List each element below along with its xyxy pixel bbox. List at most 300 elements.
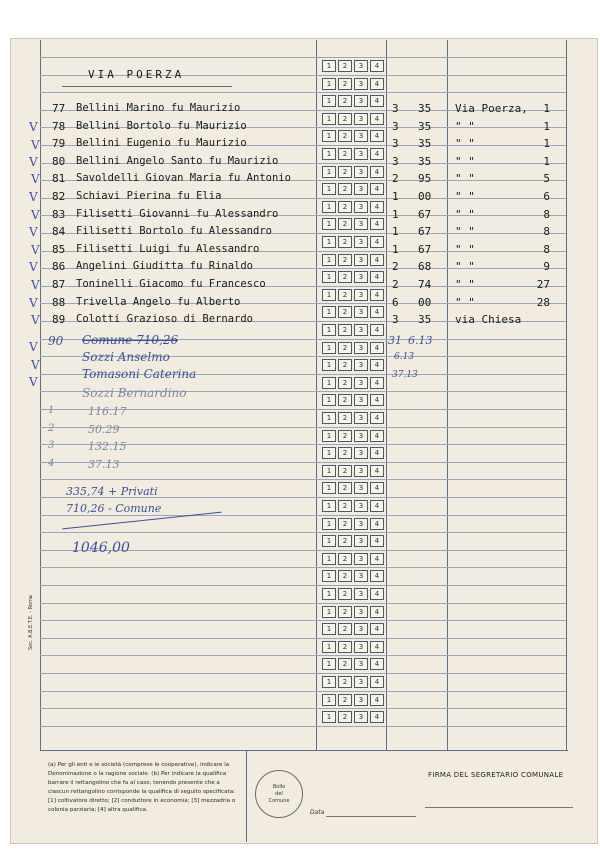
qualification-box: 4 xyxy=(370,201,384,213)
qualification-box: 3 xyxy=(354,201,368,213)
qualification-box: 3 xyxy=(354,254,368,266)
qualification-boxes xyxy=(322,518,384,530)
seal-label: Bollo xyxy=(272,783,286,790)
qualification-boxes xyxy=(322,359,384,371)
qualification-boxes xyxy=(322,289,384,301)
house-number: 8 xyxy=(543,207,550,221)
qualification-boxes xyxy=(322,482,384,494)
row-number: 86 xyxy=(52,260,66,274)
value-decimal: 00 xyxy=(418,295,432,309)
check-mark: V xyxy=(29,120,38,134)
qualification-box: 4 xyxy=(370,95,384,107)
qualification-box: 1 xyxy=(322,271,336,283)
qualification-box: 1 xyxy=(322,95,336,107)
qualification-box: 2 xyxy=(338,183,352,195)
qualification-box: 4 xyxy=(370,324,384,336)
qualification-box: 1 xyxy=(322,570,336,582)
value-integer: 1 xyxy=(392,242,399,256)
qualification-box: 1 xyxy=(322,711,336,723)
qualification-box: 4 xyxy=(370,588,384,600)
qualification-box: 4 xyxy=(370,482,384,494)
street-heading: VIA POERZA xyxy=(88,68,185,81)
qualification-boxes xyxy=(322,694,384,706)
qualification-boxes xyxy=(322,201,384,213)
qualification-box: 2 xyxy=(338,412,352,424)
qualification-box: 1 xyxy=(322,342,336,354)
value-integer: 1 xyxy=(392,207,399,221)
column-line xyxy=(566,40,567,750)
qualification-box: 2 xyxy=(338,430,352,442)
qualification-box: 2 xyxy=(338,482,352,494)
qualification-box: 2 xyxy=(338,377,352,389)
qualification-boxes xyxy=(322,430,384,442)
row-number: 89 xyxy=(52,313,66,327)
qualification-box: 2 xyxy=(338,676,352,688)
check-mark: V xyxy=(29,296,38,310)
owner-name: Bellini Marino fu Maurizio xyxy=(76,102,241,114)
qualification-box: 3 xyxy=(354,606,368,618)
qualification-box: 1 xyxy=(322,359,336,371)
value-integer: 3 xyxy=(392,102,399,115)
qualification-box: 1 xyxy=(322,430,336,442)
qualification-box: 4 xyxy=(370,465,384,477)
row-number: 79 xyxy=(52,137,66,151)
handwritten-index: 4 xyxy=(48,457,55,469)
qualification-box: 2 xyxy=(338,570,352,582)
owner-name: Toninelli Giacomo fu Francesco xyxy=(76,278,266,290)
qualification-box: 3 xyxy=(354,465,368,477)
qualification-boxes xyxy=(322,113,384,125)
handwritten-total: 1046,00 xyxy=(72,540,130,556)
qualification-boxes xyxy=(322,641,384,653)
handwritten-index: 1 xyxy=(48,405,55,416)
qualification-box: 1 xyxy=(322,676,336,688)
value-integer: 1 xyxy=(392,225,399,239)
qualification-box: 3 xyxy=(354,359,368,371)
qualification-box: 2 xyxy=(338,641,352,653)
row-number: 84 xyxy=(52,225,66,239)
qualification-boxes xyxy=(322,553,384,565)
qualification-box: 1 xyxy=(322,535,336,547)
date-line xyxy=(326,816,416,817)
address: " " xyxy=(455,154,475,168)
column-line xyxy=(447,40,448,750)
qualification-boxes xyxy=(322,394,384,406)
owner-name: Schiavi Pierina fu Elia xyxy=(76,190,222,202)
handwritten-subtotal: 710,26 - Comune xyxy=(66,502,162,515)
qualification-boxes xyxy=(322,78,384,90)
value-integer: 6 xyxy=(392,295,399,309)
qualification-box: 4 xyxy=(370,394,384,406)
qualification-box: 2 xyxy=(338,658,352,670)
house-number: 1 xyxy=(543,102,550,115)
qualification-box: 4 xyxy=(370,289,384,301)
seal-label: del xyxy=(275,790,283,797)
handwritten-amount: 37.13 xyxy=(88,457,120,471)
qualification-boxes xyxy=(322,412,384,424)
qualification-box: 3 xyxy=(354,236,368,248)
qualification-box: 3 xyxy=(354,658,368,670)
owner-name: Filisetti Bortolo fu Alessandro xyxy=(76,225,272,238)
qualification-boxes xyxy=(322,236,384,248)
row-number: 83 xyxy=(52,207,66,221)
qualification-boxes xyxy=(322,465,384,477)
handwritten-index: 3 xyxy=(48,440,55,452)
qualification-box: 2 xyxy=(338,588,352,600)
check-mark: V xyxy=(31,243,40,257)
value-integer: 3 xyxy=(392,119,399,133)
qualification-boxes xyxy=(322,588,384,600)
qualification-box: 3 xyxy=(354,306,368,318)
owner-name: Colotti Grazioso di Bernardo xyxy=(76,313,254,326)
qualification-boxes xyxy=(322,95,384,107)
qualification-box: 1 xyxy=(322,447,336,459)
qualification-box: 4 xyxy=(370,148,384,160)
qualification-box: 2 xyxy=(338,694,352,706)
qualification-box: 4 xyxy=(370,535,384,547)
ruled-line xyxy=(40,92,566,93)
ruled-line xyxy=(40,708,566,709)
qualification-box: 2 xyxy=(338,130,352,142)
qualification-boxes xyxy=(322,148,384,160)
qualification-box: 4 xyxy=(370,130,384,142)
qualification-box: 1 xyxy=(322,694,336,706)
ruled-line xyxy=(40,655,566,656)
address: " " xyxy=(455,172,475,186)
house-number: 1 xyxy=(543,154,550,168)
address: via Chiesa xyxy=(455,313,522,327)
handwritten-entry: Sozzi Anselmo xyxy=(82,350,170,364)
qualification-box: 1 xyxy=(322,658,336,670)
qualification-box: 2 xyxy=(338,500,352,512)
signature-label: FIRMA DEL SEGRETARIO COMUNALE xyxy=(428,771,564,779)
check-mark: V xyxy=(29,375,38,389)
qualification-box: 2 xyxy=(338,236,352,248)
seal-label: Comune xyxy=(268,797,290,804)
house-number: 6 xyxy=(543,190,550,203)
qualification-box: 2 xyxy=(338,289,352,301)
qualification-boxes xyxy=(322,306,384,318)
house-number: 9 xyxy=(543,260,550,274)
handwritten-value: 37.13 xyxy=(392,370,418,380)
qualification-boxes xyxy=(322,254,384,266)
qualification-box: 4 xyxy=(370,606,384,618)
qualification-boxes xyxy=(322,324,384,336)
check-mark: V xyxy=(29,225,38,239)
check-mark: V xyxy=(31,208,40,222)
qualification-box: 3 xyxy=(354,535,368,547)
column-line xyxy=(40,40,41,750)
handwritten-value: 6.13 xyxy=(408,334,433,347)
row-number: 82 xyxy=(52,190,66,203)
qualification-box: 3 xyxy=(354,412,368,424)
qualification-box: 1 xyxy=(322,394,336,406)
qualification-box: 1 xyxy=(322,183,336,195)
qualification-box: 4 xyxy=(370,447,384,459)
qualification-boxes xyxy=(322,676,384,688)
footer-divider xyxy=(246,750,247,842)
handwritten-amount: 132.15 xyxy=(88,440,127,454)
qualification-box: 2 xyxy=(338,113,352,125)
qualification-box: 1 xyxy=(322,218,336,230)
qualification-box: 3 xyxy=(354,289,368,301)
address: " " xyxy=(455,260,475,274)
qualification-box: 4 xyxy=(370,60,384,72)
ruled-line xyxy=(40,585,566,586)
municipal-seal-area xyxy=(255,770,303,818)
qualification-box: 4 xyxy=(370,623,384,635)
row-number: 81 xyxy=(52,172,66,186)
qualification-box: 1 xyxy=(322,201,336,213)
value-decimal: 00 xyxy=(418,190,432,203)
qualification-box: 2 xyxy=(338,218,352,230)
value-decimal: 74 xyxy=(418,278,432,291)
qualification-boxes xyxy=(322,342,384,354)
qualification-box: 4 xyxy=(370,518,384,530)
check-mark: V xyxy=(29,190,38,204)
owner-name: Bellini Bortolo fu Maurizio xyxy=(76,119,247,132)
qualification-box: 4 xyxy=(370,218,384,230)
value-decimal: 67 xyxy=(418,207,432,221)
qualification-box: 1 xyxy=(322,78,336,90)
row-number: 88 xyxy=(52,295,66,309)
qualification-box: 2 xyxy=(338,78,352,90)
qualification-box: 2 xyxy=(338,166,352,178)
qualification-box: 4 xyxy=(370,658,384,670)
qualification-box: 3 xyxy=(354,518,368,530)
check-mark: V xyxy=(31,313,40,327)
row-number: 87 xyxy=(52,278,66,291)
check-mark: V xyxy=(31,172,40,186)
qualification-boxes xyxy=(322,271,384,283)
qualification-box: 2 xyxy=(338,535,352,547)
value-integer: 2 xyxy=(392,278,399,291)
value-decimal: 67 xyxy=(418,242,432,256)
row-number: 77 xyxy=(52,102,66,115)
signature-line xyxy=(425,807,573,808)
qualification-box: 3 xyxy=(354,377,368,389)
value-decimal: 35 xyxy=(418,137,432,151)
qualification-box: 1 xyxy=(322,113,336,125)
qualification-box: 3 xyxy=(354,271,368,283)
value-decimal: 35 xyxy=(418,102,432,115)
owner-name: Bellini Angelo Santo fu Maurizio xyxy=(76,154,279,167)
qualification-box: 4 xyxy=(370,641,384,653)
qualification-box: 4 xyxy=(370,711,384,723)
value-integer: 1 xyxy=(392,190,399,203)
ruled-line xyxy=(40,532,566,533)
column-line xyxy=(386,40,387,750)
qualification-boxes xyxy=(322,166,384,178)
value-decimal: 67 xyxy=(418,225,432,239)
qualification-box: 4 xyxy=(370,78,384,90)
row-number: 85 xyxy=(52,242,66,256)
qualification-box: 1 xyxy=(322,606,336,618)
qualification-box: 2 xyxy=(338,447,352,459)
qualification-box: 3 xyxy=(354,166,368,178)
value-decimal: 35 xyxy=(418,119,432,133)
qualification-box: 2 xyxy=(338,342,352,354)
qualification-box: 2 xyxy=(338,271,352,283)
address: " " xyxy=(455,242,475,256)
qualification-box: 2 xyxy=(338,324,352,336)
qualification-box: 3 xyxy=(354,60,368,72)
footnote: (a) Per gli enti e le società (comprese le cooperative), indicare la Denominazione o la ragione sociale. (b) Per indicare la qualifica barrare il rettangolino che fa al caso, tenendo presente che a ciascun rettangolino corrisponde la qualifica di seguito specificata: [1] coltivatore diretto; [2] conduttore in economia; [3] mezzadria o colonia parziaria; [4] altra qualifica. xyxy=(48,762,236,813)
qualification-boxes xyxy=(322,606,384,618)
handwritten-index: 2 xyxy=(48,422,55,434)
handwritten-entry: Comune 710,26 xyxy=(82,333,179,347)
qualification-box: 1 xyxy=(322,130,336,142)
ruled-line xyxy=(40,726,566,727)
house-number: 1 xyxy=(543,137,550,151)
owner-name: Trivella Angelo fu Alberto xyxy=(76,295,241,308)
qualification-box: 1 xyxy=(322,324,336,336)
row-number: 78 xyxy=(52,119,66,133)
ruled-line xyxy=(40,673,566,674)
address: Via Poerza, xyxy=(455,102,528,115)
qualification-box: 4 xyxy=(370,430,384,442)
qualification-box: 4 xyxy=(370,271,384,283)
handwritten-value: 31 xyxy=(388,334,402,347)
qualification-box: 2 xyxy=(338,518,352,530)
ruled-line xyxy=(40,603,566,604)
ruled-line xyxy=(40,57,566,58)
address: " " xyxy=(455,278,475,291)
qualification-box: 4 xyxy=(370,377,384,389)
qualification-box: 4 xyxy=(370,359,384,371)
qualification-box: 3 xyxy=(354,570,368,582)
house-number: 8 xyxy=(543,225,550,239)
handwritten-entry: Tomasoni Caterina xyxy=(82,367,197,381)
qualification-box: 4 xyxy=(370,500,384,512)
handwritten-entry: Sozzi Bernardino xyxy=(82,386,187,400)
qualification-box: 1 xyxy=(322,500,336,512)
address: " " xyxy=(455,225,475,239)
handwritten-row-number: 90 xyxy=(48,334,64,348)
qualification-box: 3 xyxy=(354,641,368,653)
qualification-box: 4 xyxy=(370,254,384,266)
qualification-box: 3 xyxy=(354,447,368,459)
qualification-box: 3 xyxy=(354,500,368,512)
qualification-box: 1 xyxy=(322,482,336,494)
qualification-box: 2 xyxy=(338,254,352,266)
check-mark: V xyxy=(31,138,40,152)
qualification-box: 3 xyxy=(354,553,368,565)
value-integer: 3 xyxy=(392,154,399,168)
qualification-box: 1 xyxy=(322,60,336,72)
qualification-box: 4 xyxy=(370,342,384,354)
qualification-box: 3 xyxy=(354,148,368,160)
qualification-box: 3 xyxy=(354,113,368,125)
qualification-box: 4 xyxy=(370,570,384,582)
qualification-box: 1 xyxy=(322,236,336,248)
value-integer: 2 xyxy=(392,260,399,274)
qualification-box: 2 xyxy=(338,553,352,565)
ruled-line xyxy=(40,479,566,480)
qualification-box: 2 xyxy=(338,359,352,371)
house-number: 27 xyxy=(536,278,550,291)
qualification-boxes xyxy=(322,711,384,723)
qualification-box: 4 xyxy=(370,306,384,318)
qualification-box: 3 xyxy=(354,694,368,706)
qualification-boxes xyxy=(322,623,384,635)
check-mark: V xyxy=(29,340,38,354)
qualification-box: 1 xyxy=(322,588,336,600)
qualification-box: 3 xyxy=(354,183,368,195)
value-integer: 3 xyxy=(392,137,399,151)
qualification-box: 4 xyxy=(370,676,384,688)
handwritten-subtotal: 335,74 + Privati xyxy=(66,485,158,498)
ruled-line xyxy=(40,691,566,692)
ruled-line xyxy=(40,620,566,621)
qualification-box: 2 xyxy=(338,95,352,107)
qualification-box: 2 xyxy=(338,60,352,72)
value-decimal: 95 xyxy=(418,172,432,186)
qualification-boxes xyxy=(322,658,384,670)
row-number: 80 xyxy=(52,154,66,168)
qualification-box: 3 xyxy=(354,482,368,494)
qualification-box: 2 xyxy=(338,606,352,618)
value-decimal: 68 xyxy=(418,260,432,274)
qualification-box: 3 xyxy=(354,588,368,600)
qualification-boxes xyxy=(322,60,384,72)
qualification-box: 4 xyxy=(370,412,384,424)
address: " " xyxy=(455,295,475,309)
address: " " xyxy=(455,137,475,151)
qualification-box: 1 xyxy=(322,641,336,653)
printer-imprint: Soc. A.B.E.T.E. - Roma xyxy=(28,595,34,650)
qualification-box: 3 xyxy=(354,430,368,442)
qualification-boxes xyxy=(322,183,384,195)
qualification-boxes xyxy=(322,570,384,582)
qualification-box: 1 xyxy=(322,148,336,160)
qualification-boxes xyxy=(322,218,384,230)
ruled-line xyxy=(40,567,566,568)
qualification-box: 1 xyxy=(322,166,336,178)
house-number: 8 xyxy=(543,242,550,256)
check-mark: V xyxy=(31,278,40,292)
qualification-boxes xyxy=(322,535,384,547)
address: " " xyxy=(455,207,475,221)
qualification-box: 3 xyxy=(354,394,368,406)
check-mark: V xyxy=(31,358,40,372)
qualification-box: 1 xyxy=(322,623,336,635)
qualification-box: 3 xyxy=(354,711,368,723)
qualification-box: 1 xyxy=(322,289,336,301)
qualification-box: 3 xyxy=(354,676,368,688)
qualification-box: 3 xyxy=(354,95,368,107)
qualification-box: 1 xyxy=(322,553,336,565)
qualification-box: 4 xyxy=(370,236,384,248)
qualification-box: 1 xyxy=(322,377,336,389)
qualification-box: 2 xyxy=(338,623,352,635)
house-number: 1 xyxy=(543,119,550,133)
footer-separator xyxy=(40,750,568,751)
owner-name: Filisetti Luigi fu Alessandro xyxy=(76,242,260,255)
value-integer: 2 xyxy=(392,172,399,186)
qualification-box: 3 xyxy=(354,130,368,142)
qualification-box: 2 xyxy=(338,465,352,477)
qualification-boxes xyxy=(322,377,384,389)
qualification-box: 3 xyxy=(354,218,368,230)
qualification-box: 4 xyxy=(370,113,384,125)
check-mark: V xyxy=(29,260,38,274)
value-decimal: 35 xyxy=(418,313,432,327)
qualification-box: 4 xyxy=(370,694,384,706)
qualification-box: 1 xyxy=(322,412,336,424)
qualification-boxes xyxy=(322,447,384,459)
house-number: 5 xyxy=(543,172,550,186)
